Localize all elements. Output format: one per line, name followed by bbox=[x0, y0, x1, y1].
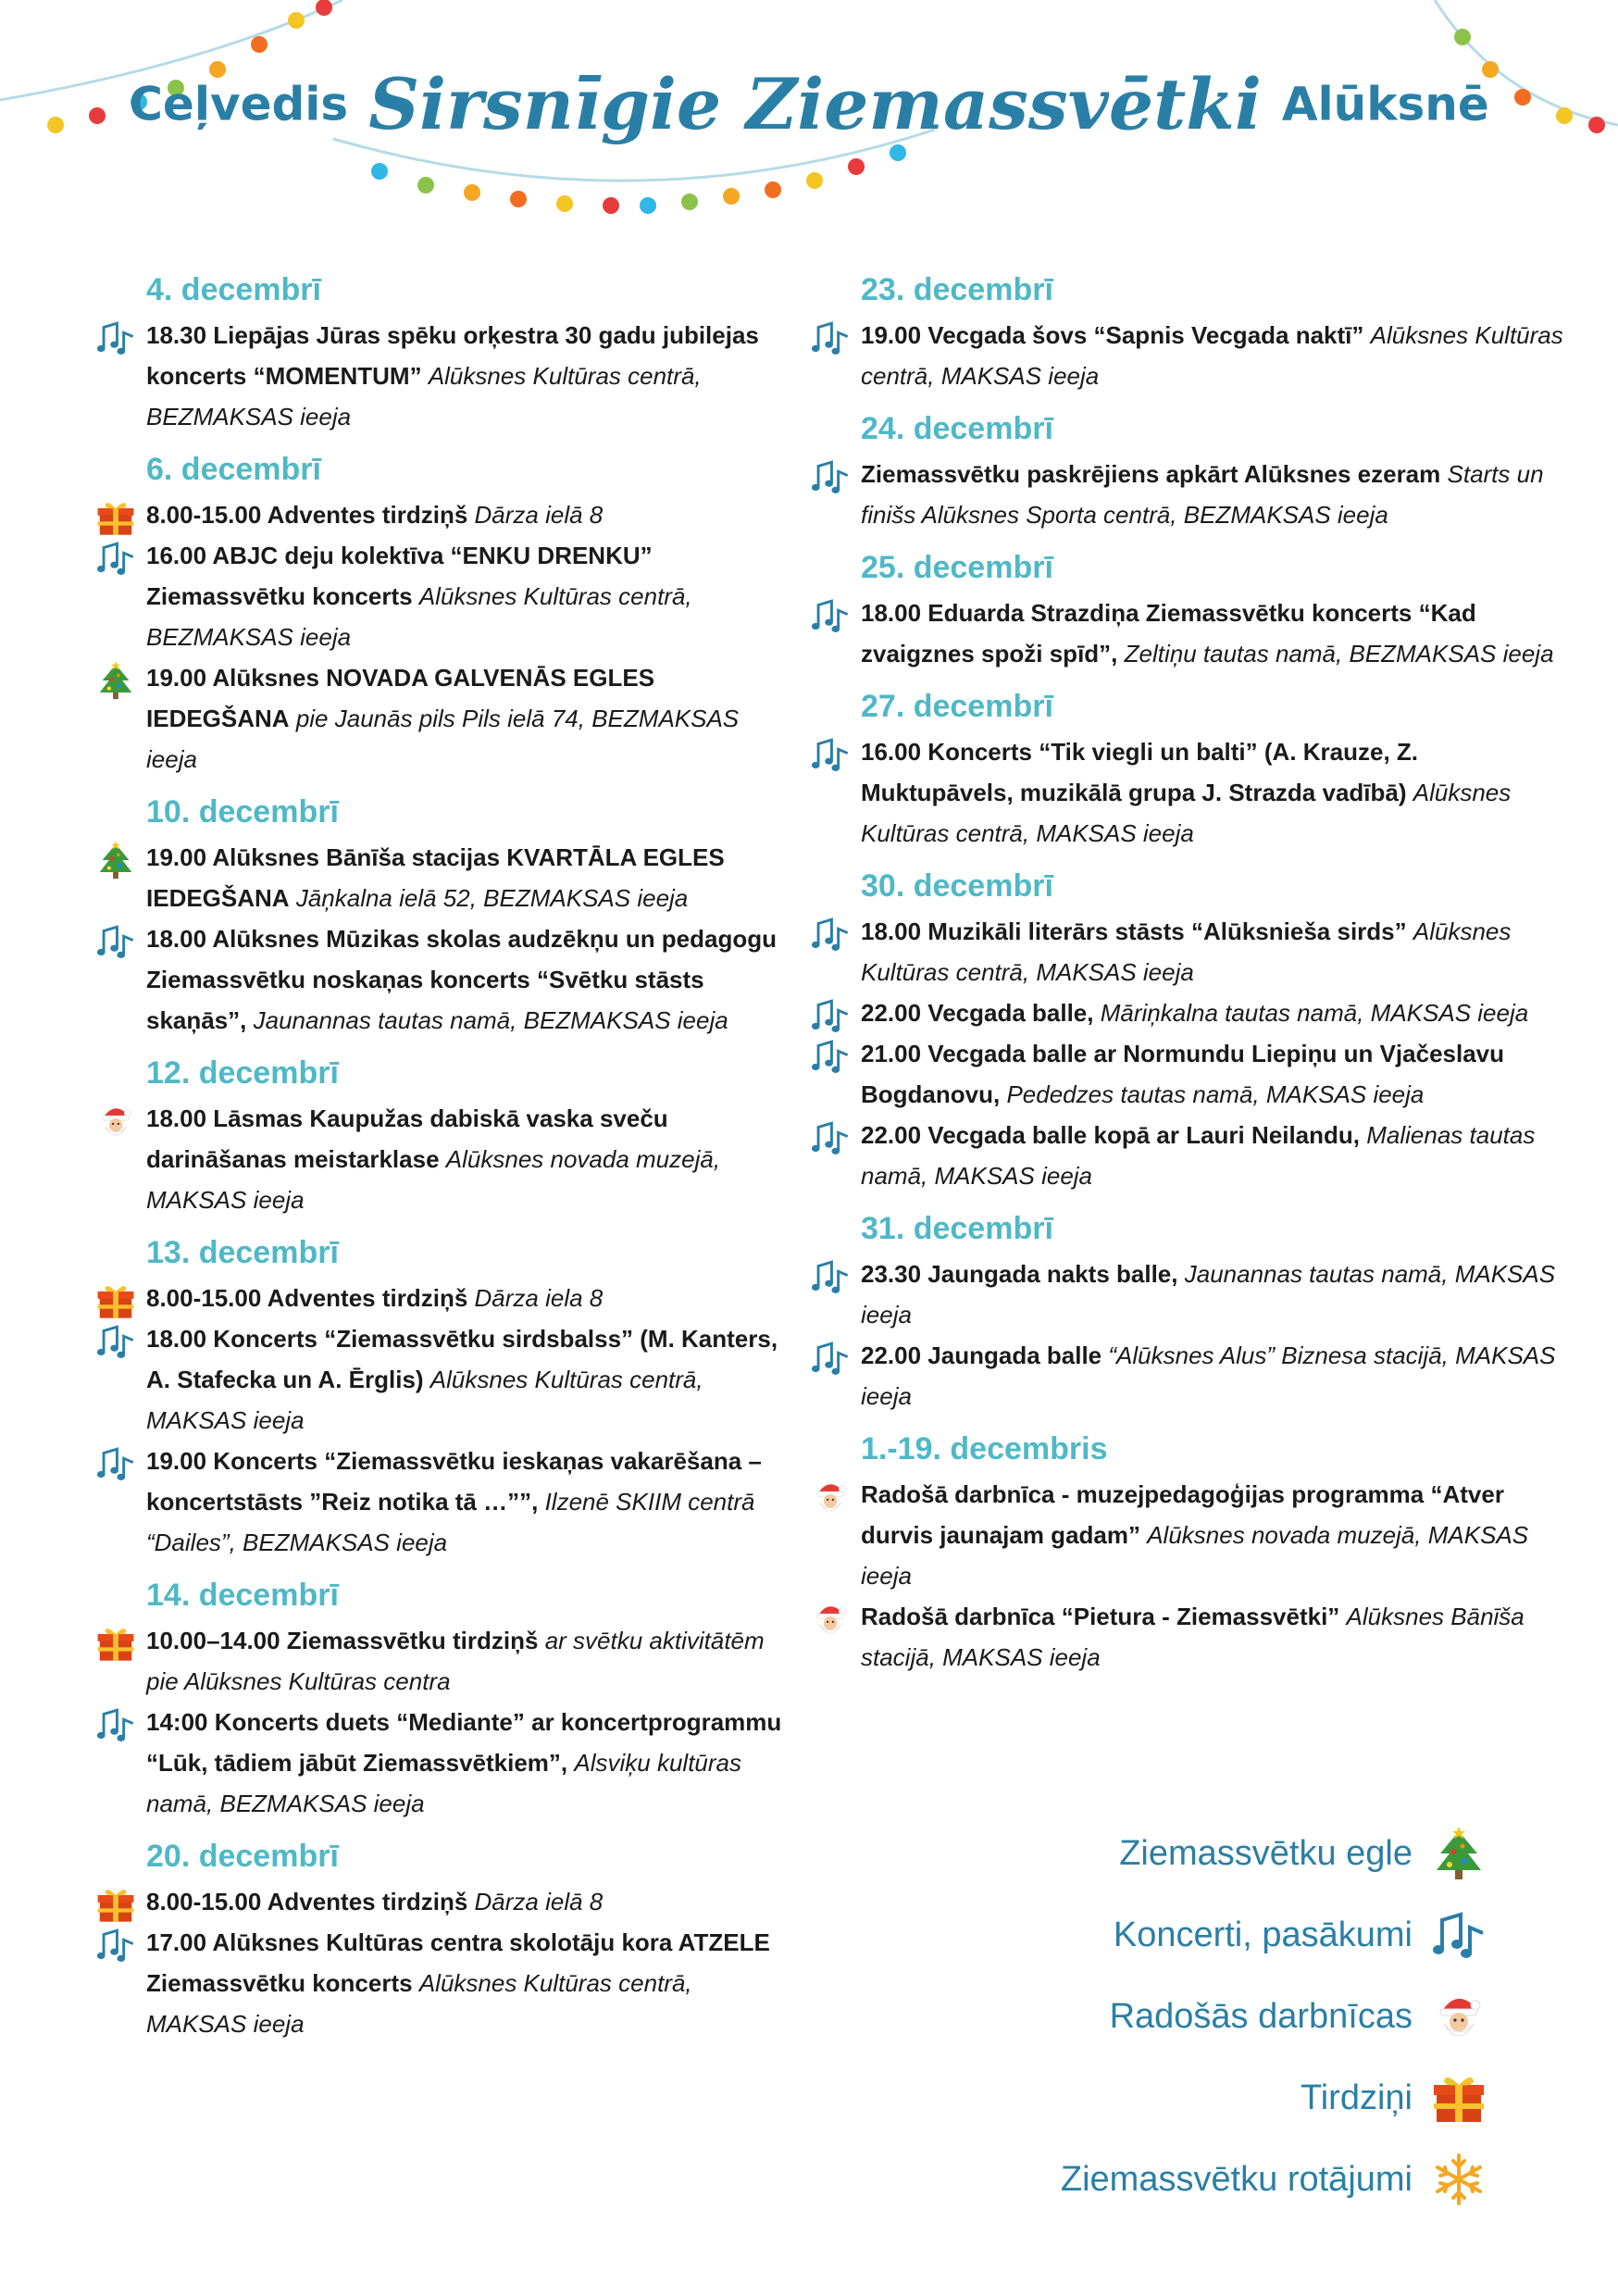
event-venue: Jāņkalna ielā 52, BEZMAKSAS ieeja bbox=[295, 884, 689, 912]
event-title: 18.30 Liepājas Jūras spēku orķestra 30 gadu jubilejas koncerts “MOMENTUM” bbox=[146, 321, 759, 390]
event-title: 8.00-15.00 Adventes tirdziņš bbox=[146, 1888, 468, 1915]
garland-bulb bbox=[251, 36, 268, 53]
date-heading: 1.-19. decembris bbox=[861, 1431, 1108, 1466]
event-title: 19.00 Vecgada šovs “Sapnis Vecgada naktī” bbox=[861, 321, 1364, 349]
event-title: 22.00 Vecgada balle kopā ar Lauri Neilandu, bbox=[861, 1121, 1361, 1149]
event-venue: Jaunannas tautas namā, MAKSAS ieeja bbox=[861, 1260, 1556, 1329]
event-title: 8.00-15.00 Adventes tirdziņš bbox=[146, 501, 468, 529]
event-venue: Alūksnes Kultūras centrā, BEZMAKSAS ieeja bbox=[146, 582, 692, 651]
event-title: 18.00 Koncerts “Ziemassvētku sirdsbalss” (M. Kanters, A. Stafecka un A. Ērglis) bbox=[146, 1325, 778, 1393]
event-title: 18.00 Lāsmas Kaupužas dabiskā vaska sveču darināšanas meistarklase bbox=[146, 1104, 668, 1173]
event-venue: Alūksnes Kultūras centrā, MAKSAS ieeja bbox=[861, 779, 1512, 847]
event-item bbox=[807, 1254, 1566, 1335]
music-notes-icon bbox=[807, 455, 853, 498]
garland-bulb bbox=[640, 197, 656, 214]
gift-icon bbox=[93, 496, 139, 539]
garland-bulb bbox=[556, 195, 573, 212]
event-item bbox=[93, 657, 796, 780]
event-title: 18.00 Muzikāli literārs stāsts “Alūksnieša sirds” bbox=[861, 917, 1407, 945]
date-heading: 13. decembrī bbox=[146, 1235, 339, 1270]
event-title: 19.00 Alūksnes Bānīša stacijas KVARTĀLA EGLES IEDEGŠANA bbox=[146, 843, 725, 912]
event-venue: Alūksnes Kultūras centrā, MAKSAS ieeja bbox=[146, 1969, 692, 2038]
event-venue: Dārza iela 8 bbox=[474, 1284, 604, 1312]
event-title: 19.00 Alūksnes NOVADA GALVENĀS EGLES IEDEGŠANA bbox=[146, 664, 655, 732]
event-item bbox=[93, 1278, 796, 1318]
music-notes-icon bbox=[807, 1337, 853, 1379]
event-venue: Alūksnes Kultūras centrā, MAKSAS ieeja bbox=[861, 321, 1563, 390]
page-title bbox=[0, 63, 1618, 145]
event-venue: Jaunannas tautas namā, BEZMAKSAS ieeja bbox=[253, 1006, 728, 1034]
garland-bulb bbox=[765, 181, 781, 198]
events-column-left bbox=[93, 270, 796, 2044]
garland-bulb bbox=[316, 0, 332, 16]
event-venue: Pededzes tautas namā, MAKSAS ieeja bbox=[1006, 1080, 1425, 1108]
event-title: Radošā darbnīca - muzejpedagoģijas programma “Atver durvis jaunajam gadam” bbox=[861, 1480, 1504, 1549]
event-venue: Malienas tautas namā, MAKSAS ieeja bbox=[861, 1121, 1536, 1190]
event-venue: Alūksnes Bānīša stacijā, MAKSAS ieeja bbox=[861, 1603, 1525, 1671]
gift-icon bbox=[93, 1622, 139, 1665]
gift-icon bbox=[1429, 2068, 1488, 2128]
event-title: Radošā darbnīca “Pietura - Ziemassvētki” bbox=[861, 1603, 1340, 1630]
date-heading: 30. decembrī bbox=[861, 868, 1053, 904]
event-title: 18.00 Alūksnes Mūzikas skolas audzēkņu un pedagogu Ziemassvētku noskaņas koncerts “Svētku stāsts skaņās”, bbox=[146, 925, 778, 1034]
date-heading: 31. decembrī bbox=[861, 1211, 1053, 1246]
event-item bbox=[93, 1441, 796, 1563]
event-item bbox=[93, 1620, 796, 1702]
tree-icon bbox=[1429, 1824, 1488, 1883]
event-title: 16.00 Koncerts “Tik viegli un balti” (A. Krauze, Z. Muktupāvels, muzikālā grupa J. Strazda vadībā) bbox=[861, 738, 1419, 806]
event-item bbox=[93, 494, 796, 535]
event-title: 17.00 Alūksnes Kultūras centra skolotāju kora ATZELE Ziemassvētku koncerts bbox=[146, 1928, 770, 1997]
event-title: 10.00–14.00 Ziemassvētku tirdziņš bbox=[146, 1627, 539, 1654]
music-notes-icon bbox=[93, 1924, 139, 1966]
event-venue: Alūksnes novada muzejā, MAKSAS ieeja bbox=[861, 1521, 1529, 1590]
event-item bbox=[93, 1318, 796, 1441]
garland-bulb bbox=[288, 12, 305, 29]
santa-icon bbox=[807, 1598, 853, 1641]
music-notes-icon bbox=[807, 733, 853, 776]
garland-bulb bbox=[510, 191, 527, 207]
event-venue: “Alūksnes Alus” Biznesa stacijā, MAKSAS ieeja bbox=[861, 1341, 1556, 1410]
garland-bulb bbox=[890, 144, 906, 161]
title-main: Sirsnīgie Ziemassvētki bbox=[368, 63, 1262, 145]
date-heading: 23. decembrī bbox=[861, 272, 1053, 307]
event-title: 16.00 ABJC deju kolektīva “ENKU DRENKU” Ziemassvētku koncerts bbox=[146, 542, 653, 610]
event-title: 22.00 Vecgada balle, bbox=[861, 999, 1094, 1027]
date-heading: 12. decembrī bbox=[146, 1055, 339, 1091]
event-item bbox=[807, 454, 1566, 535]
gift-icon bbox=[93, 1279, 139, 1322]
music-notes-icon bbox=[807, 1255, 853, 1298]
gift-icon bbox=[93, 1883, 139, 1926]
event-title: 18.00 Eduarda Strazdiņa Ziemassvētku koncerts “Kad zvaigznes spoži spīd”, bbox=[861, 599, 1476, 668]
event-title: 22.00 Jaungada balle bbox=[861, 1341, 1102, 1369]
event-venue: Māriņkalna tautas namā, MAKSAS ieeja bbox=[1100, 999, 1529, 1027]
event-title: 8.00-15.00 Adventes tirdziņš bbox=[146, 1284, 468, 1312]
event-venue: Alūksnes Kultūras centrā, MAKSAS ieeja bbox=[861, 917, 1512, 986]
music-notes-icon bbox=[807, 1117, 853, 1159]
music-notes-icon bbox=[93, 1442, 139, 1485]
event-item bbox=[93, 1702, 796, 1824]
event-item bbox=[807, 1474, 1566, 1596]
events-column-right bbox=[807, 270, 1566, 1678]
legend-item bbox=[655, 2139, 1488, 2220]
garland-bulb bbox=[464, 184, 480, 201]
music-notes-icon bbox=[93, 1703, 139, 1746]
event-venue: Zeltiņu tautas namā, BEZMAKSAS ieeja bbox=[1124, 640, 1554, 668]
event-title: 21.00 Vecgada balle ar Normundu Liepiņu un Vjačeslavu Bogdanovu, bbox=[861, 1040, 1505, 1108]
garland-bulb bbox=[681, 193, 698, 210]
garland-bulb bbox=[371, 163, 388, 180]
event-item bbox=[93, 535, 796, 657]
event-item bbox=[93, 1098, 796, 1220]
garland-bulb bbox=[603, 197, 619, 214]
music-notes-icon bbox=[1429, 1905, 1488, 1965]
garland-bulb bbox=[417, 177, 434, 193]
legend-label: Ziemassvētku rotājumi bbox=[1060, 2159, 1413, 2199]
event-venue: pie Jaunās pils Pils ielā 74, BEZMAKSAS ieeja bbox=[146, 705, 740, 773]
music-notes-icon bbox=[93, 1320, 139, 1363]
music-notes-icon bbox=[807, 994, 853, 1037]
event-item bbox=[807, 1033, 1566, 1115]
event-venue: Dārza ielā 8 bbox=[474, 501, 604, 529]
music-notes-icon bbox=[807, 594, 853, 637]
tree-icon bbox=[93, 659, 139, 702]
legend-label: Radošās darbnīcas bbox=[1109, 1996, 1413, 2036]
date-heading: 24. decembrī bbox=[861, 411, 1053, 446]
date-heading: 10. decembrī bbox=[146, 794, 339, 830]
event-item bbox=[807, 992, 1566, 1033]
legend-item bbox=[655, 1976, 1488, 2057]
music-notes-icon bbox=[807, 913, 853, 955]
legend-item bbox=[655, 1894, 1488, 1976]
event-venue: Ilzenē SKIIM centrā “Dailes”, BEZMAKSAS ieeja bbox=[146, 1488, 755, 1556]
event-item bbox=[807, 1596, 1566, 1678]
music-notes-icon bbox=[807, 1035, 853, 1078]
event-item bbox=[93, 837, 796, 918]
event-item bbox=[93, 918, 796, 1041]
title-prefix: Ceļvedis bbox=[129, 77, 349, 131]
legend-item bbox=[655, 1813, 1488, 1894]
event-title: 19.00 Koncerts “Ziemassvētku ieskaņas vakarēšana – koncertstāsts ”Reiz notika tā …””, bbox=[146, 1447, 762, 1516]
event-item bbox=[93, 315, 796, 437]
event-item bbox=[807, 1335, 1566, 1416]
music-notes-icon bbox=[93, 317, 139, 359]
event-title: 14:00 Koncerts duets “Mediante” ar koncertprogrammu “Lūk, tādiem jābūt Ziemassvētkiem”, bbox=[146, 1708, 782, 1777]
date-heading: 14. decembrī bbox=[146, 1578, 339, 1613]
snowflake-icon bbox=[1429, 2150, 1488, 2209]
title-suffix: Alūksnē bbox=[1281, 77, 1489, 131]
garland-bulb bbox=[806, 172, 823, 189]
music-notes-icon bbox=[93, 537, 139, 580]
legend-label: Koncerti, pasākumi bbox=[1113, 1915, 1413, 1954]
legend-label: Tirdziņi bbox=[1300, 2078, 1413, 2117]
garland-bulb bbox=[1454, 29, 1471, 45]
date-heading: 27. decembrī bbox=[861, 689, 1053, 724]
event-title: 23.30 Jaungada nakts balle, bbox=[861, 1260, 1178, 1288]
event-item bbox=[807, 593, 1566, 674]
date-heading: 20. decembrī bbox=[146, 1839, 339, 1874]
event-title: Ziemassvētku paskrējiens apkārt Alūksnes ezeram bbox=[861, 460, 1441, 488]
date-heading: 6. decembrī bbox=[146, 452, 321, 487]
music-notes-icon bbox=[807, 317, 853, 359]
event-venue: Alsviķu kultūras namā, BEZMAKSAS ieeja bbox=[146, 1749, 742, 1817]
santa-icon bbox=[93, 1100, 139, 1142]
event-venue: Alūksnes Kultūras centrā, BEZMAKSAS ieeja bbox=[146, 362, 702, 430]
garland-bulb bbox=[723, 188, 740, 205]
event-venue: ar svētku aktivitātēm pie Alūksnes Kultūras centra bbox=[146, 1627, 765, 1695]
event-item bbox=[807, 731, 1566, 854]
event-item bbox=[807, 911, 1566, 992]
event-venue: Dārza ielā 8 bbox=[474, 1888, 604, 1915]
event-venue: Starts un finišs Alūksnes Sporta centrā, BEZMAKSAS ieeja bbox=[861, 460, 1544, 529]
event-item bbox=[807, 1115, 1566, 1196]
event-venue: Alūksnes novada muzejā, MAKSAS ieeja bbox=[146, 1145, 721, 1214]
event-item bbox=[807, 315, 1566, 396]
tree-icon bbox=[93, 839, 139, 881]
legend-item bbox=[655, 2057, 1488, 2139]
legend bbox=[655, 1813, 1488, 2220]
garland-bulb bbox=[848, 158, 865, 175]
santa-icon bbox=[1429, 1987, 1488, 2046]
music-notes-icon bbox=[93, 920, 139, 963]
date-heading: 4. decembrī bbox=[146, 272, 321, 307]
event-venue: Alūksnes Kultūras centrā, MAKSAS ieeja bbox=[146, 1366, 703, 1434]
santa-icon bbox=[807, 1476, 853, 1518]
date-heading: 25. decembrī bbox=[861, 550, 1053, 585]
legend-label: Ziemassvētku egle bbox=[1119, 1833, 1413, 1873]
